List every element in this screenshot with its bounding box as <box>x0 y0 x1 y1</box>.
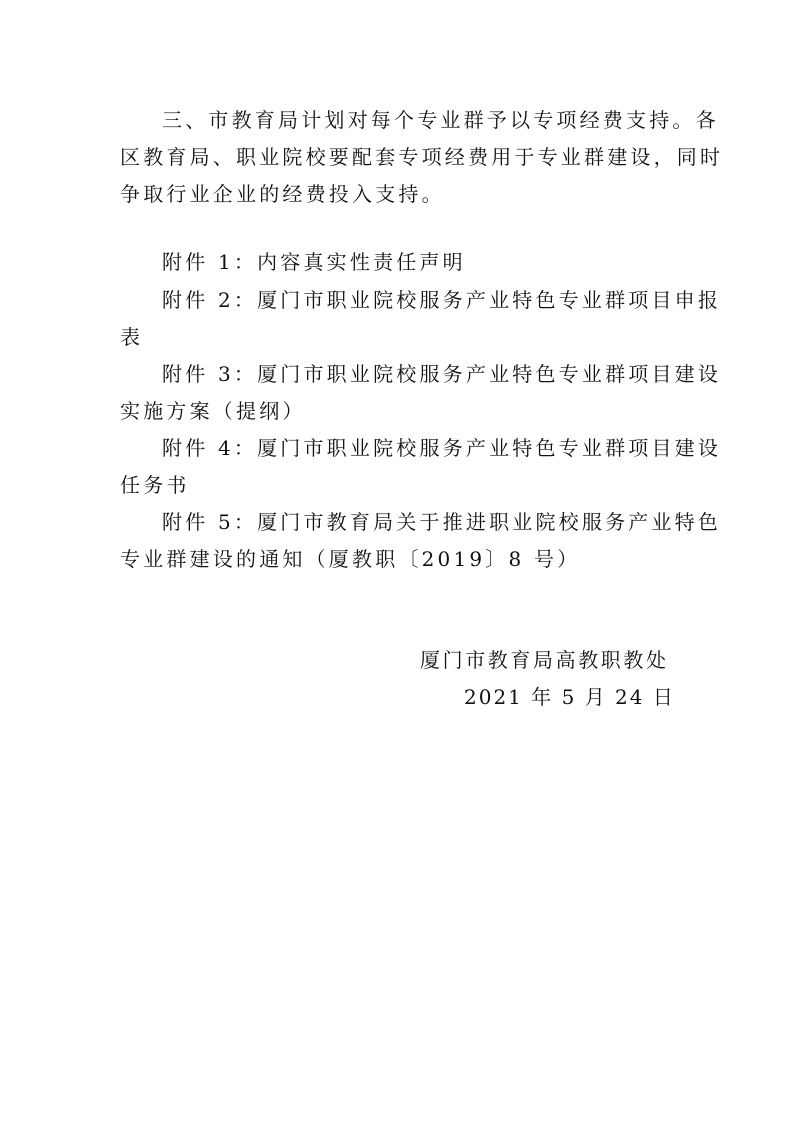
paragraph-line-1: 三、市教育局计划对每个专业群予以专项经费支持。各 <box>162 108 719 132</box>
signature-office: 厦门市教育局高教职教处 <box>420 648 669 672</box>
attachment-5: 附件 5：厦门市教育局关于推进职业院校服务产业特色 <box>162 510 722 534</box>
paragraph-line-2: 区教育局、职业院校要配套专项经费用于专业群建设，同时 <box>120 145 724 169</box>
attachment-4-continued: 任务书 <box>120 473 190 497</box>
signature-date: 2021 年 5 月 24 日 <box>464 685 675 709</box>
attachment-3: 附件 3：厦门市职业院校服务产业特色专业群项目建设 <box>162 362 722 386</box>
attachment-2-continued: 表 <box>120 325 144 349</box>
attachment-4: 附件 4：厦门市职业院校服务产业特色专业群项目建设 <box>162 436 722 460</box>
attachment-2: 附件 2：厦门市职业院校服务产业特色专业群项目申报 <box>162 288 722 312</box>
paragraph-line-3: 争取行业企业的经费投入支持。 <box>120 182 445 206</box>
attachment-5-continued: 专业群建设的通知（厦教职〔2019〕8 号） <box>120 547 581 571</box>
attachment-1: 附件 1：内容真实性责任声明 <box>162 250 466 274</box>
attachment-3-continued: 实施方案（提纲） <box>120 399 306 423</box>
